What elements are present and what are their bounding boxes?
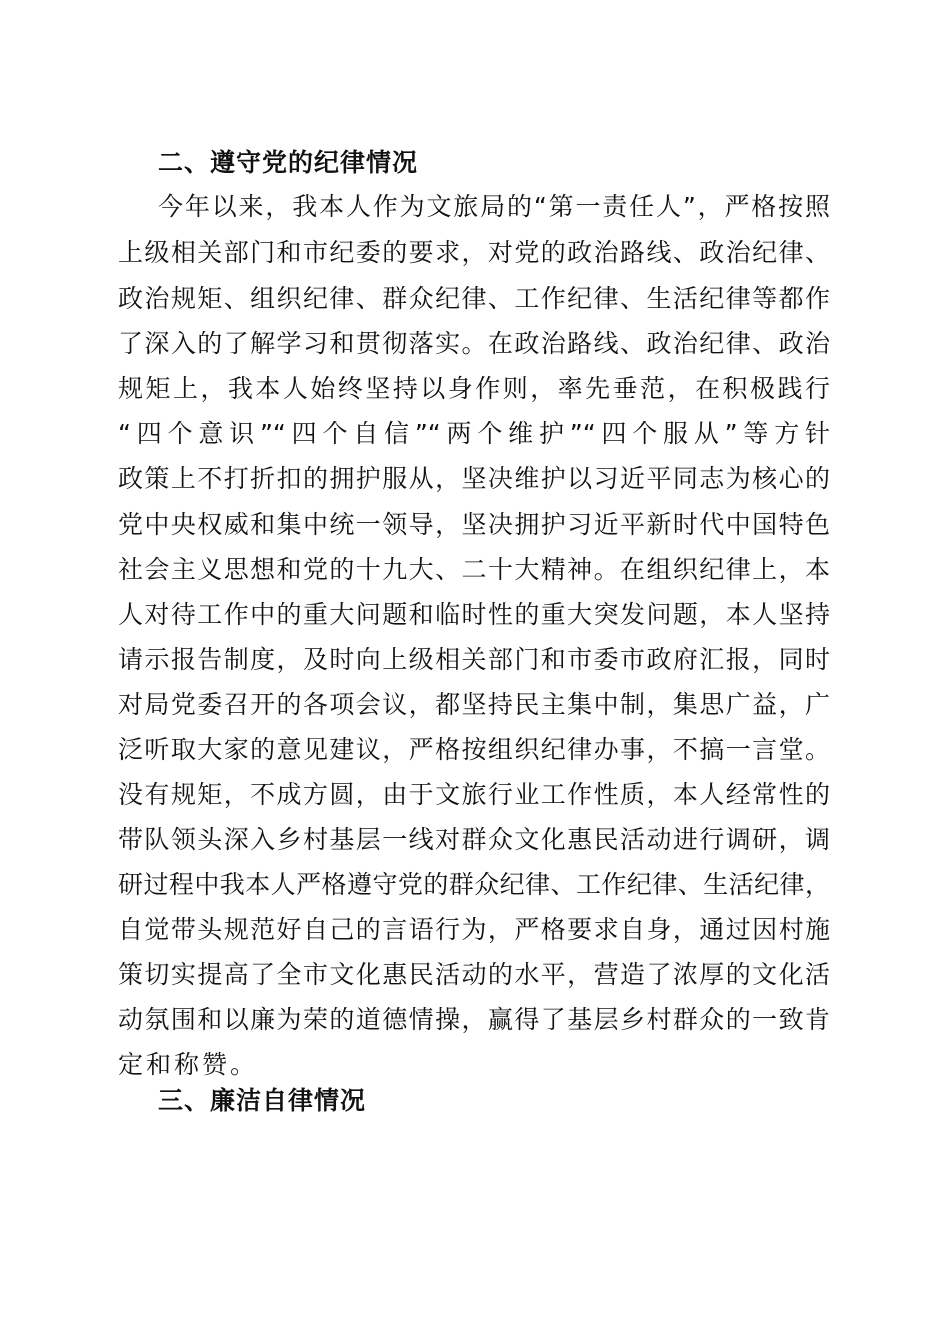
section-heading-integrity: 三、廉洁自律情况: [158, 1086, 367, 1115]
paragraph-line: 今年以来，我本人作为文旅局的“第一责任人”，严格按照: [158, 192, 830, 221]
paragraph-line: 泛听取大家的意见建议，严格按组织纪律办事，不搞一言堂。: [118, 735, 830, 764]
paragraph-line: 政策上不打折扣的拥护服从，坚决维护以习近平同志为核心的: [118, 464, 830, 493]
paragraph-line: 上级相关部门和市纪委的要求，对党的政治路线、政治纪律、: [118, 238, 830, 267]
section-heading-discipline: 二、遵守党的纪律情况: [158, 148, 419, 177]
paragraph-line: 对局党委召开的各项会议，都坚持民主集中制，集思广益，广: [118, 690, 830, 719]
paragraph-line: 研过程中我本人严格遵守党的群众纪律、工作纪律、生活纪律，: [118, 870, 830, 899]
paragraph-line: 党中央权威和集中统一领导，坚决拥护习近平新时代中国特色: [118, 510, 830, 539]
paragraph-line: 策切实提高了全市文化惠民活动的水平，营造了浓厚的文化活: [118, 960, 830, 989]
paragraph-line: 了深入的了解学习和贯彻落实。在政治路线、政治纪律、政治: [118, 329, 830, 358]
paragraph-line: 带队领头深入乡村基层一线对群众文化惠民活动进行调研，调: [118, 825, 830, 854]
paragraph-line: 社会主义思想和党的十九大、二十大精神。在组织纪律上，本: [118, 555, 830, 584]
paragraph-line: 动氛围和以廉为荣的道德情操，赢得了基层乡村群众的一致肯: [118, 1005, 830, 1034]
paragraph-line: 自觉带头规范好自己的言语行为，严格要求自身，通过因村施: [118, 915, 830, 944]
paragraph-line: 请示报告制度，及时向上级相关部门和市委市政府汇报，同时: [118, 645, 830, 674]
paragraph-line: 政治规矩、组织纪律、群众纪律、工作纪律、生活纪律等都作: [118, 284, 830, 313]
paragraph-line: 人对待工作中的重大问题和临时性的重大突发问题，本人坚持: [118, 600, 830, 629]
paragraph-line: 规矩上，我本人始终坚持以身作则，率先垂范，在积极践行: [118, 374, 830, 403]
paragraph-line: 没有规矩，不成方圆，由于文旅行业工作性质，本人经常性的: [118, 780, 830, 809]
paragraph-line: 定和称赞。: [118, 1050, 259, 1079]
paragraph-line: “四个意识”“四个自信”“两个维护”“四个服从”等方针: [118, 419, 830, 448]
